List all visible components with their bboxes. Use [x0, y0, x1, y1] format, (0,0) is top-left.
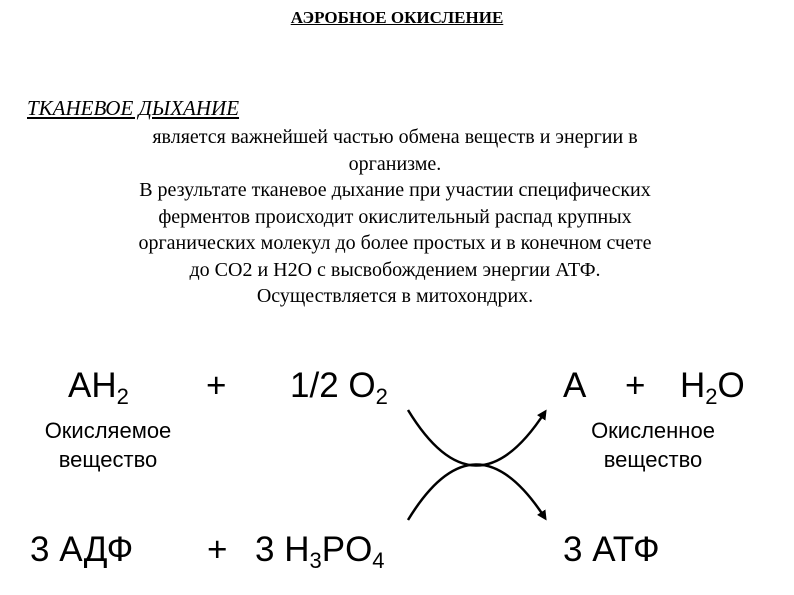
oxidized-substance-label-left: Окисляемое вещество	[44, 418, 172, 472]
plus-sign: +	[625, 366, 646, 405]
upper-curved-arrow	[408, 410, 545, 466]
water-formula: $H_2O$	[680, 366, 745, 409]
lower-curved-arrow	[408, 464, 545, 520]
oxygen-formula: 1/2 $O_2$	[290, 366, 388, 409]
plus-sign: +	[207, 530, 228, 569]
section-subtitle: ТКАНЕВОЕ ДЫХАНИЕ	[27, 96, 240, 120]
substrate-formula: $AH_2$	[68, 366, 129, 409]
plus-sign: +	[206, 366, 227, 405]
paragraph-line-1: является важнейшей частью обмена веществ и энергии в	[152, 126, 638, 148]
product-a: A	[563, 366, 587, 405]
paragraph-line-4: ферментов происходит окислительный распад крупных	[158, 205, 632, 228]
paragraph-line-3: В результате тканевое дыхание при участии специфических	[139, 179, 651, 201]
adp-formula: 3 АДФ	[30, 530, 134, 569]
paragraph-line-5: органических молекул до более простых и в конечном счете	[138, 232, 652, 254]
paragraph-line-7: Осуществляется в митохондрих.	[256, 285, 534, 307]
paragraph-line-6: до СО2 и Н2О с высвобождением энергии АТФ.	[189, 258, 601, 281]
page-title-text: АЭРОБНОЕ ОКИСЛЕНИЕ	[290, 8, 504, 27]
paragraph-line-2: организме.	[348, 152, 442, 175]
phosphoric-acid-formula: 3 $H_3PO_4$	[255, 530, 385, 573]
oxidized-substance-label-right: Окисленное вещество	[591, 418, 715, 472]
atp-formula: 3 АТФ	[563, 530, 660, 569]
